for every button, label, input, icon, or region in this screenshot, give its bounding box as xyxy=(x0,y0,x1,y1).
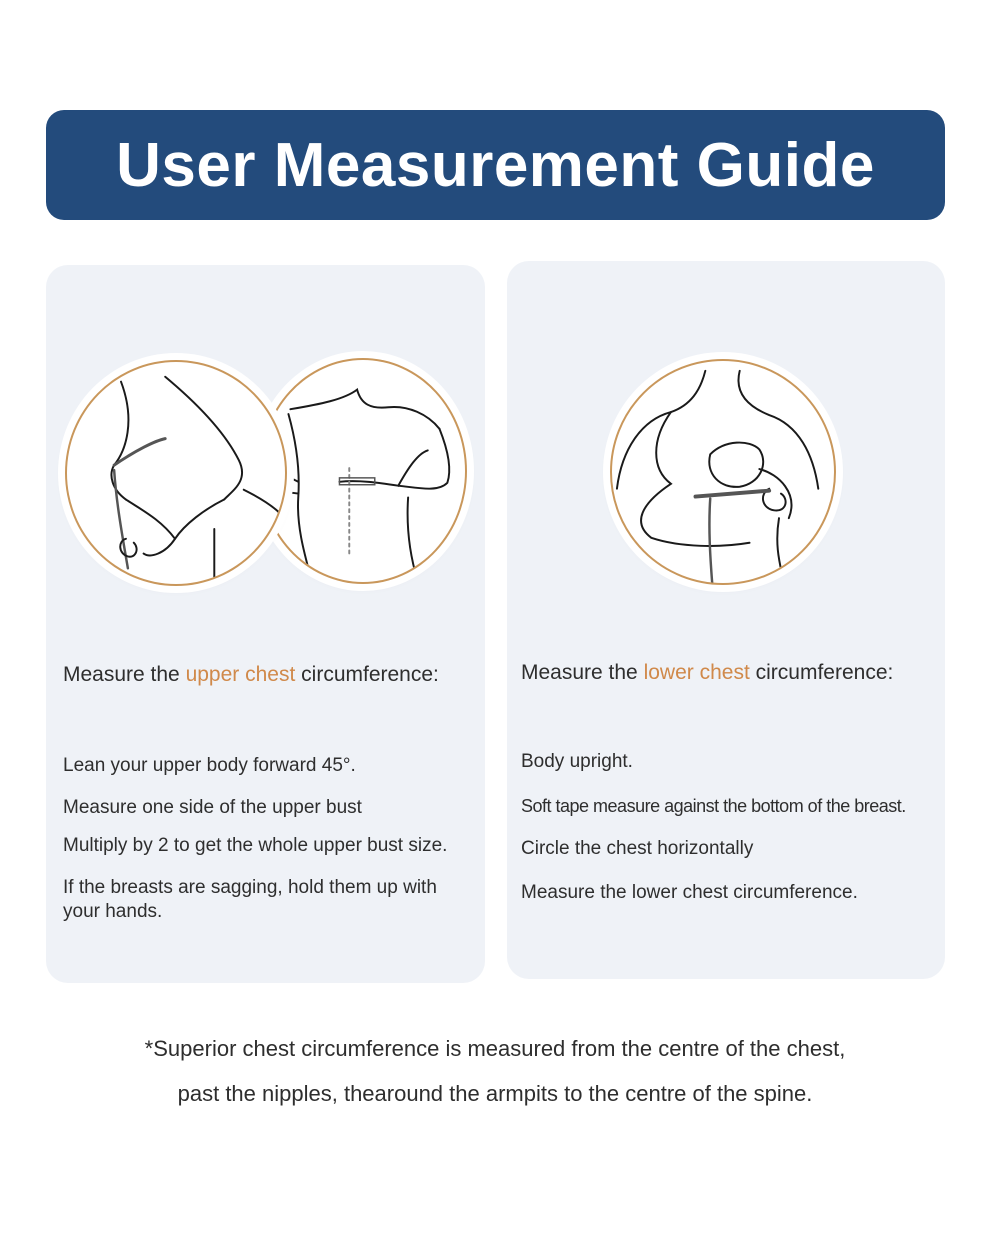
upper-step-1: Lean your upper body forward 45°. xyxy=(63,755,356,776)
lower-chest-lead xyxy=(521,661,893,685)
side-view-illustration xyxy=(65,360,287,586)
upper-chest-lead xyxy=(63,663,439,687)
lower-step-4: Measure the lower chest circumference. xyxy=(521,882,858,903)
lower-step-3: Circle the chest horizontally xyxy=(521,838,754,859)
footnote-line-1: *Superior chest circumference is measured from the centre of the chest, xyxy=(144,1036,846,1061)
lower-chest-card xyxy=(507,261,945,979)
lead-text: circumference: xyxy=(295,663,439,686)
lower-chest-highlight: lower chest xyxy=(643,661,750,684)
lead-text: Measure the xyxy=(63,663,186,686)
upper-step-3: Multiply by 2 to get the whole upper bust size. xyxy=(63,835,448,856)
lower-step-2: Soft tape measure against the bottom of the breast. xyxy=(521,796,906,816)
page-title: User Measurement Guide xyxy=(116,130,875,200)
upper-chest-highlight: upper chest xyxy=(185,663,296,686)
lower-step-1: Body upright. xyxy=(521,751,633,772)
header-banner xyxy=(46,110,945,220)
front-view-illustration xyxy=(610,359,836,585)
upper-chest-card xyxy=(46,265,485,983)
upper-step-4: If the breasts are sagging, hold them up with your hands. xyxy=(63,877,437,922)
lead-text: Measure the xyxy=(521,661,644,684)
lead-text: circumference: xyxy=(749,661,894,684)
upper-step-2: Measure one side of the upper bust xyxy=(63,797,362,818)
back-view-illustration xyxy=(259,358,467,584)
footnote-line-2: past the nipples, thearound the armpits to the centre of the spine. xyxy=(177,1081,813,1106)
